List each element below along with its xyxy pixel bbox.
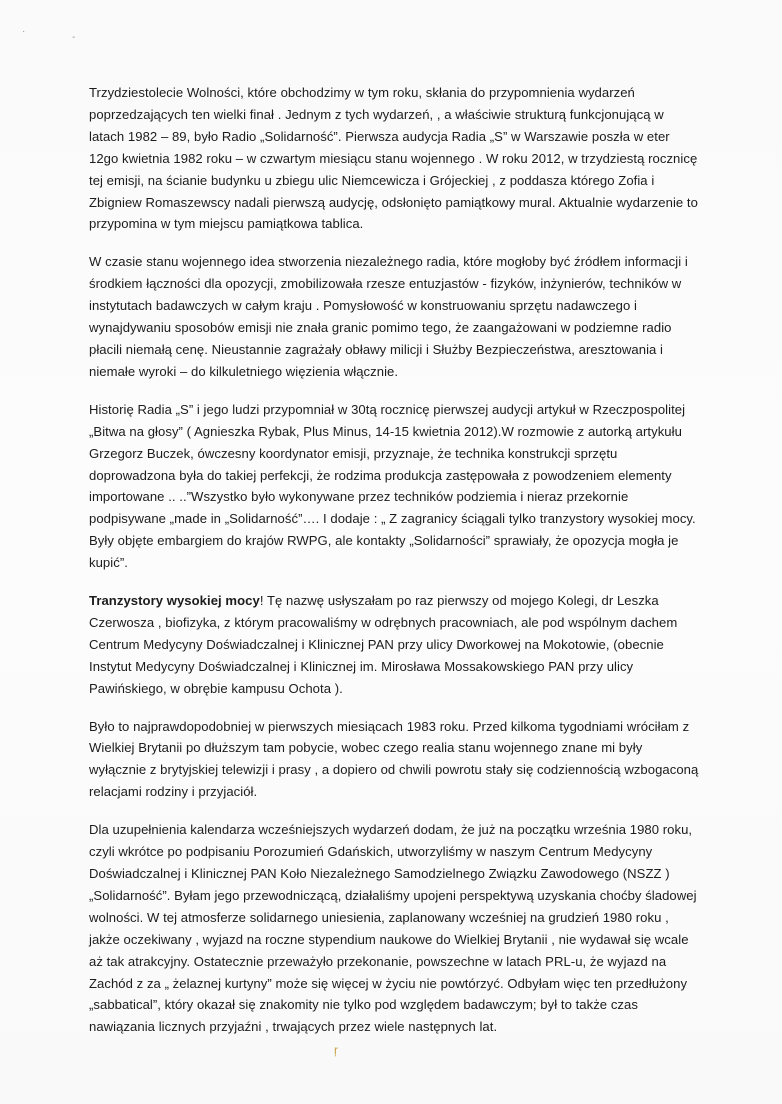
bleed-through-text <box>768 104 772 116</box>
scan-speck: - <box>72 32 76 43</box>
bold-phrase: Tranzystory wysokiej mocy <box>89 593 260 609</box>
document-body <box>89 82 701 1054</box>
scan-speck: · <box>22 26 26 37</box>
paragraph-text: Historię Radia „S” i jego ludzi przypomniał w 30tą rocznicę pierwszej audycji artykuł w Rzeczpospolitej „Bitwa na głosy” ( Agnieszka Rybak, Plus Minus, 14-15 kwietnia 2012).W rozmowie z autorką artykułu Grzegorz Buczek, ówczesny koordynator emisji, przyznaje, że technika konstrukcji sprzętu doprowadzona była do takiej perfekcji, że rodzima produkcja zastępowała z powodzeniem elementy importowane .. ..”Wszystko było wykonywane przez techników podziemia i nieraz przekornie podpisywane „made in „Solidarność”…. I dodaje : „ Z zagranicy ściągali tylko tranzystory wysokiej mocy. Były objęte embargiem do krajów RWPG, ale kontakty „Solidarności” sprawiały, że opozycja mogła je kupić”. <box>89 401 696 571</box>
paragraph <box>89 82 701 235</box>
stray-mark: ŗ <box>334 1043 338 1057</box>
paragraph-text: W czasie stanu wojennego idea stworzenia niezależnego radia, które mogłoby być źródłem informacji i środkiem łączności dla opozycji, zmobilizowała rzesze entuzjastów - fizyków, inżynierów, techników w instytutach badawczych w całym kraju . Pomysłowość w konstruowaniu sprzętu nadawczego i wynajdywaniu sposobów emisji nie znała granic pomimo tego, że zaangażowani w podziemne radio płacili niemałą cenę. Nieustannie zagrażały obławy milicji i Służby Bezpieczeństwa, aresztowania i niemałe wyroki – do kilkuletniego więzienia włącznie. <box>89 254 688 379</box>
paragraph-text: ! Tę nazwę usłyszałam po raz pierwszy od mojego Kolegi, dr Leszka Czerwosza , biofizyka, z którym pracowaliśmy w odrębnych pracowniach, ale pod wspólnym dachem Centrum Medycyny Doświadczalnej i Klinicznej PAN przy ulicy Dworkowej na Mokotowie, (obecnie Instytut Medycyny Doświadczalnej i Klinicznej im. Mirosława Mossakowskiego PAN przy ulicy Pawińskiego, w obrębie kampusu Ochota ). <box>89 593 678 696</box>
paragraph <box>89 590 701 700</box>
paragraph <box>89 716 701 804</box>
paragraph <box>89 399 701 574</box>
paragraph-text: Dla uzupełnienia kalendarza wcześniejszych wydarzeń dodam, że już na początku września 1980 roku, czyli wkrótce po podpisaniu Porozumień Gdańskich, utworzyliśmy w naszym Centrum Medycyny Doświadczalnej i Klinicznej PAN Koło Niezależnego Samodzielnego Związku Zawodowego (NSZZ )„Solidarność”. Byłam jego przewodniczącą, działaliśmy upojeni perspektywą uzyskania choćby śladowej wolności. W tej atmosferze solidarnego uniesienia, zaplanowany wcześniej na grudzień 1980 roku , jakże oczekiwany , wyjazd na roczne stypendium naukowe do Wielkiej Brytanii , nie wydawał się wcale aż tak atrakcyjny. Ostatecznie przeważyło przekonanie, powszechne w latach PRL-u, że wyjazd na Zachód z za „ żelaznej kurtyny” może się więcej w życiu nie powtórzyć. Odbyłam więc ten przedłużony „sabbatical”, który okazał się znakomity nie tylko pod względem badawczym; był to także czas nawiązania licznych przyjaźni , trwających przez wiele następnych lat. <box>89 822 697 1035</box>
paragraph-text: Trzydziestolecie Wolności, które obchodzimy w tym roku, skłania do przypomnienia wydarzeń poprzedzających ten wielki finał . Jednym z tych wydarzeń, , a właściwie strukturą funkcjonującą w latach 1982 – 89, było Radio „Solidarność”. Pierwsza audycja Radia „S” w Warszawie poszła w eter 12go kwietnia 1982 roku – w czwartym miesiącu stanu wojennego . W roku 2012, w trzydziestą rocznicę tej emisji, na ścianie budynku u zbiegu ulic Niemcewicza i Grójeckiej , z poddasza którego Zofia i Zbigniew Romaszewscy nadali pierwszą audycję, odsłonięto pamiątkowy mural. Aktualnie wydarzenie to przypomina w tym miejscu pamiątkowa tablica. <box>89 85 698 232</box>
paragraph <box>89 251 701 382</box>
paragraph-text: Było to najprawdopodobniej w pierwszych miesiącach 1983 roku. Przed kilkoma tygodniami wróciłam z Wielkiej Brytanii po dłuższym tam pobycie, wobec czego realia stanu wojennego znane mi były wyłącznie z brytyjskiej telewizji i prasy , a dopiero od chwili powrotu stały się codziennością wzbogaconą relacjami rodziny i przyjaciół. <box>89 718 699 800</box>
paragraph <box>89 819 701 1038</box>
